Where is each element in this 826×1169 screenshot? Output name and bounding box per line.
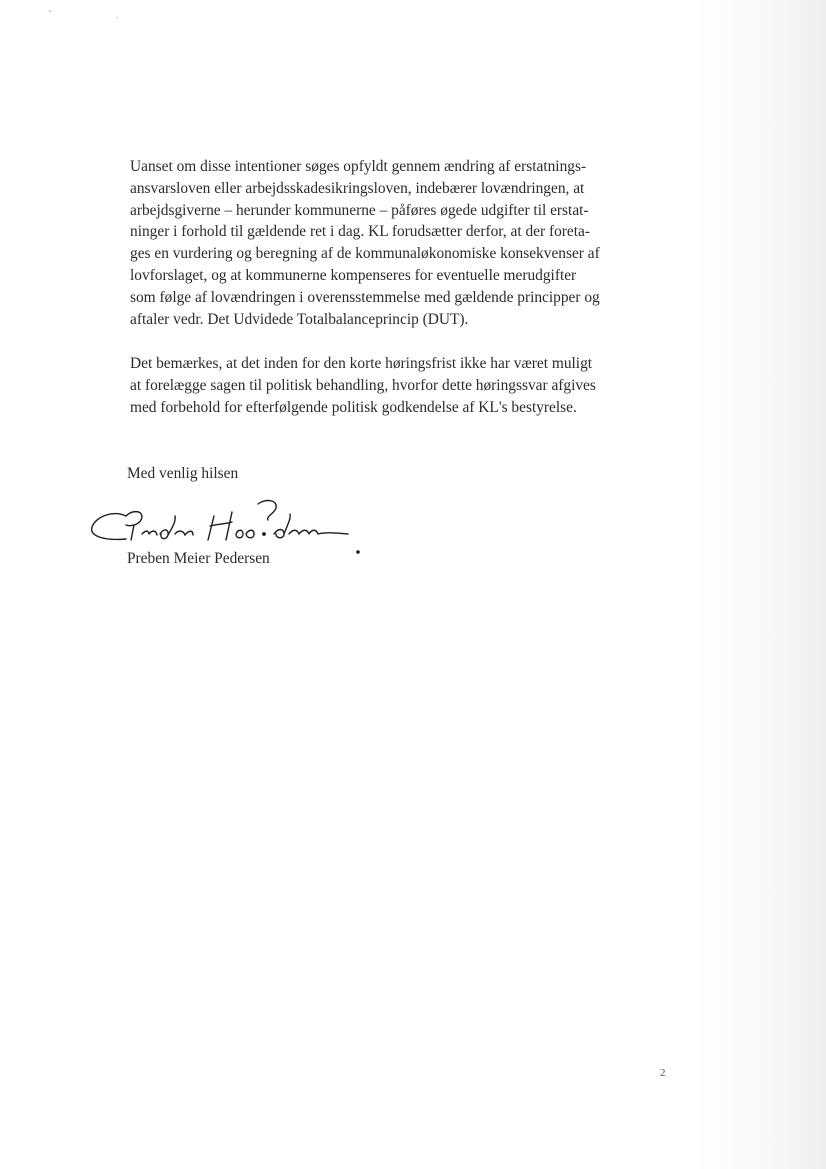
paragraph-compensation xyxy=(130,156,630,330)
text-line: lovforslaget, og at kommunerne kompenseres for eventuelle merudgifter xyxy=(130,266,577,284)
text-line: ansvarsloven eller arbejdsskadesikringsloven, indebærer lovændringen, at xyxy=(130,179,585,197)
text-line: ninger i forhold til gældende ret i dag. KL forudsætter derfor, at der foreta- xyxy=(130,223,590,241)
text-line: Uanset om disse intentioner søges opfyldt gennem ændring af erstatnings- xyxy=(130,158,587,175)
scan-artifact-mark: ´ xyxy=(48,10,52,21)
closing-greeting: Med venlig hilsen xyxy=(127,465,239,482)
page-number: 2 xyxy=(660,1067,666,1079)
text-line: arbejdsgiverne – herunder kommunerne – påføres øgede udgifter til erstat- xyxy=(130,201,589,219)
paragraph-reservation xyxy=(130,353,630,418)
text-line: med forbehold for efterfølgende politisk godkendelse af KL's bestyrelse. xyxy=(130,398,577,416)
text-line: Det bemærkes, at det inden for den korte høringsfrist ikke har været muligt xyxy=(130,355,593,373)
text-line: ges en vurdering og beregning af de kommunaløkonomiske konsekvenser af xyxy=(130,245,600,263)
text-line: aftaler vedr. Det Udvidede Totalbalanceprincip (DUT). xyxy=(130,310,469,328)
scan-artifact-dot: · xyxy=(116,14,119,22)
page-edge-shading xyxy=(696,0,826,1169)
signer-name: Preben Meier Pedersen xyxy=(127,550,270,567)
text-line: som følge af lovændringen i overensstemmelse med gældende principper og xyxy=(130,288,600,306)
text-line: at forelægge sagen til politisk behandling, hvorfor dette høringssvar afgives xyxy=(130,377,596,395)
letter-body xyxy=(130,156,630,419)
